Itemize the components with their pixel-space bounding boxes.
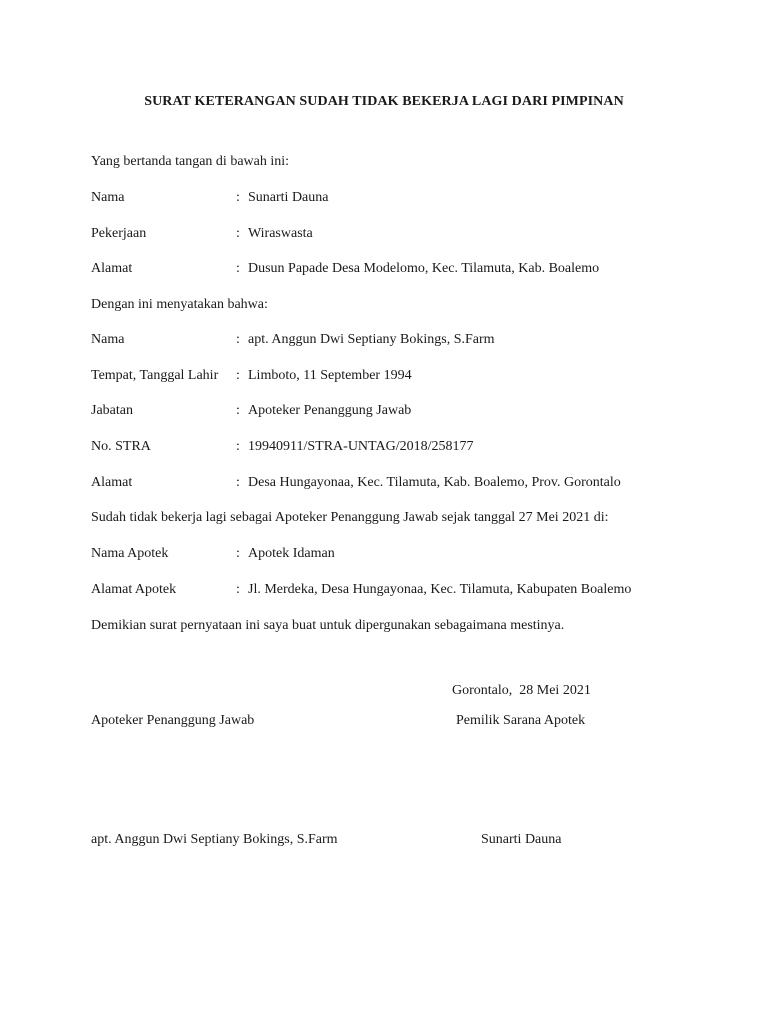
subject-position-label: Jabatan [91,403,133,418]
right-signature-name: Sunarti Dauna [481,832,562,847]
right-signature-role: Pemilik Sarana Apotek [456,713,586,728]
pharmacy-name-label: Nama Apotek [91,546,169,561]
subject-stra-value: 19940911/STRA-UNTAG/2018/258177 [248,439,474,454]
subject-address-value: Desa Hungayonaa, Kec. Tilamuta, Kab. Boalemo, Prov. Gorontalo [248,475,621,490]
closing-text: Demikian surat pernyataan ini saya buat untuk dipergunakan sebagaimana mestinya. [91,618,565,633]
left-signature-name: apt. Anggun Dwi Septiany Bokings, S.Farm [91,832,338,847]
colon: : [236,190,240,205]
letter-title: SURAT KETERANGAN SUDAH TIDAK BEKERJA LAGI DARI PIMPINAN [144,94,624,109]
colon: : [236,546,240,561]
signer-name-label: Nama [91,190,125,205]
signer-job-label: Pekerjaan [91,226,147,241]
colon: : [236,475,240,490]
signer-name-value: Sunarti Dauna [248,190,329,205]
subject-name-label: Nama [91,332,125,347]
place-date: Gorontalo, 28 Mei 2021 [452,683,591,698]
pharmacy-address-label: Alamat Apotek [91,582,177,597]
pharmacy-name-value: Apotek Idaman [248,546,335,561]
signer-job-value: Wiraswasta [248,226,313,241]
subject-birth-value: Limboto, 11 September 1994 [248,368,412,383]
colon: : [236,582,240,597]
signer-address-value: Dusun Papade Desa Modelomo, Kec. Tilamuta, Kab. Boalemo [248,261,600,276]
colon: : [236,332,240,347]
colon: : [236,368,240,383]
subject-address-label: Alamat [91,475,133,490]
colon: : [236,439,240,454]
colon: : [236,226,240,241]
subject-stra-label: No. STRA [91,439,151,454]
resign-statement-text: Sudah tidak bekerja lagi sebagai Apoteker Penanggung Jawab sejak tanggal 27 Mei 2021 di: [91,510,609,525]
subject-birth-label: Tempat, Tanggal Lahir [91,368,219,383]
statement-intro-text: Dengan ini menyatakan bahwa: [91,297,268,312]
colon: : [236,403,240,418]
pharmacy-address-value: Jl. Merdeka, Desa Hungayonaa, Kec. Tilamuta, Kabupaten Boalemo [248,582,632,597]
subject-position-value: Apoteker Penanggung Jawab [248,403,412,418]
intro-text: Yang bertanda tangan di bawah ini: [91,154,290,169]
colon: : [236,261,240,276]
signer-address-label: Alamat [91,261,133,276]
subject-name-value: apt. Anggun Dwi Septiany Bokings, S.Farm [248,332,495,347]
left-signature-role: Apoteker Penanggung Jawab [91,713,255,728]
